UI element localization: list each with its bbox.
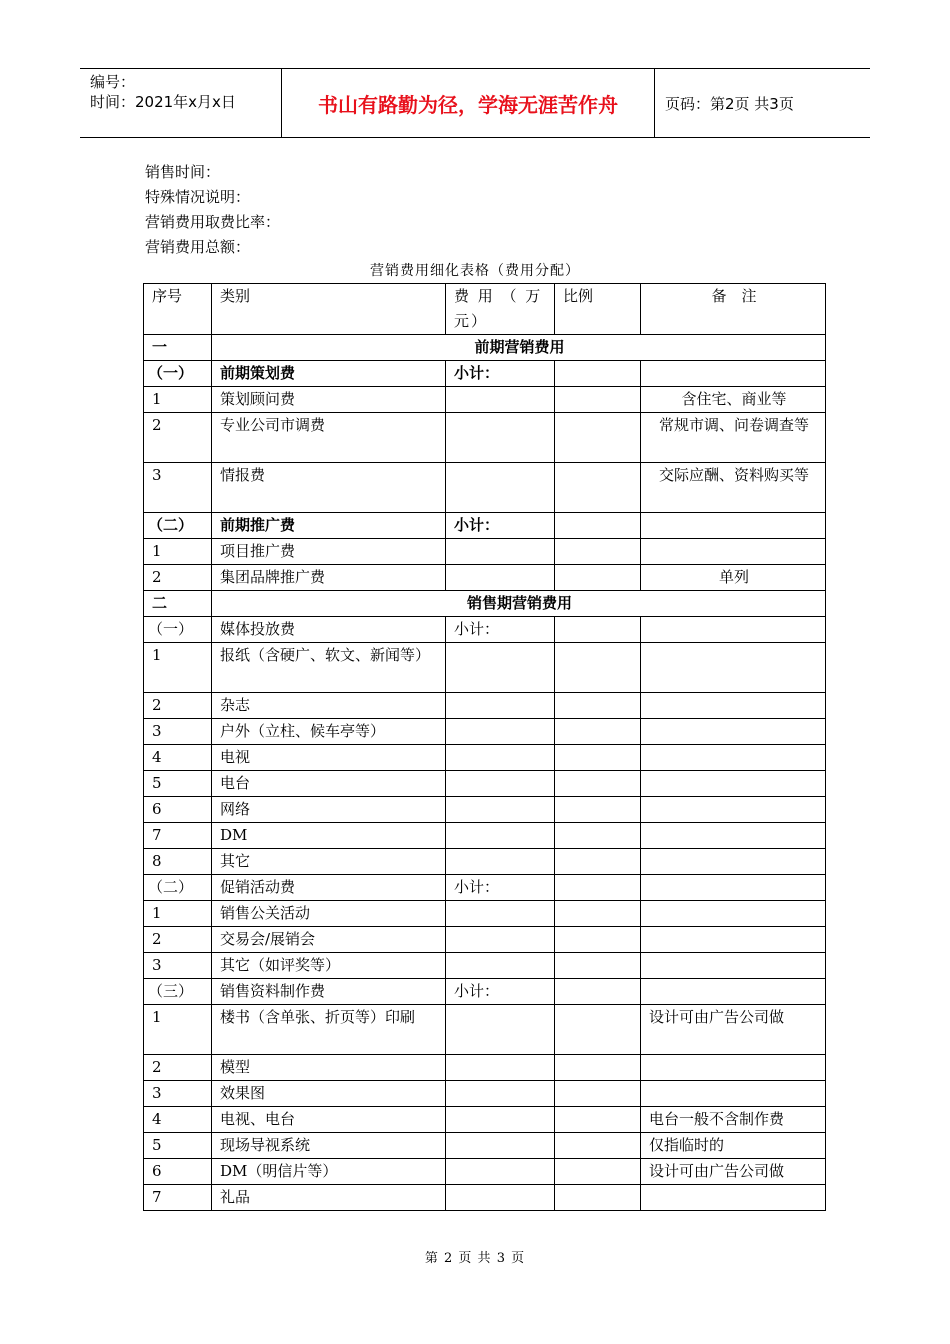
row-category: 销售公关活动 [212, 901, 446, 927]
row-category: 前期推广费 [212, 513, 446, 539]
header-date: 时间：2021年x月x日 [90, 93, 236, 111]
row-no: 5 [144, 1133, 212, 1159]
table-row [144, 1055, 826, 1081]
row-category: 礼品 [212, 1185, 446, 1211]
table-row [144, 1081, 826, 1107]
row-category: 电台 [212, 771, 446, 797]
row-no: 1 [144, 539, 212, 565]
section-title: 销售期营销费用 [212, 591, 826, 617]
table-row [144, 745, 826, 771]
row-category: 媒体投放费 [212, 617, 446, 643]
row-category: DM [212, 823, 446, 849]
row-no: 2 [144, 927, 212, 953]
row-remark: 设计可由广告公司做 [641, 1159, 826, 1185]
sales-time-label: 销售时间： [145, 163, 221, 181]
row-cost: 小计： [446, 875, 555, 901]
row-no: 1 [144, 387, 212, 413]
row-cost [446, 849, 555, 875]
table-row [144, 849, 826, 875]
row-remark [641, 513, 826, 539]
row-category: 销售资料制作费 [212, 979, 446, 1005]
row-cost [446, 1107, 555, 1133]
row-cost [446, 901, 555, 927]
row-cost [446, 771, 555, 797]
document-meta [145, 160, 280, 260]
row-ratio [555, 797, 641, 823]
row-ratio [555, 413, 641, 463]
row-category: 报纸（含硬广、软文、新闻等） [212, 643, 446, 693]
row-ratio [555, 719, 641, 745]
header-category: 类别 [212, 284, 446, 335]
row-no: 2 [144, 565, 212, 591]
row-category: 效果图 [212, 1081, 446, 1107]
row-no: 5 [144, 771, 212, 797]
fee-ratio-label: 营销费用取费比率： [145, 213, 281, 231]
table-row [144, 823, 826, 849]
row-category: 策划顾问费 [212, 387, 446, 413]
row-cost [446, 1055, 555, 1081]
row-cost [446, 539, 555, 565]
table-row [144, 1133, 826, 1159]
row-cost [446, 953, 555, 979]
row-no: 8 [144, 849, 212, 875]
row-remark [641, 617, 826, 643]
section-row [144, 591, 826, 617]
row-remark [641, 953, 826, 979]
row-no: （一） [144, 617, 212, 643]
row-remark [641, 1055, 826, 1081]
row-cost: 小计： [446, 513, 555, 539]
table-row [144, 413, 826, 463]
row-remark [641, 1185, 826, 1211]
row-category: 集团品牌推广费 [212, 565, 446, 591]
row-category: 电视、电台 [212, 1107, 446, 1133]
row-remark [641, 539, 826, 565]
row-remark [641, 797, 826, 823]
table-row [144, 539, 826, 565]
table-row [144, 953, 826, 979]
row-ratio [555, 901, 641, 927]
table-row [144, 927, 826, 953]
row-cost [446, 1159, 555, 1185]
row-no: 4 [144, 1107, 212, 1133]
special-notes-label: 特殊情况说明： [145, 188, 251, 206]
header-cost: 费 用 （ 万元） [446, 284, 555, 335]
row-remark: 设计可由广告公司做 [641, 1005, 826, 1055]
row-cost [446, 1185, 555, 1211]
row-category: 前期策划费 [212, 361, 446, 387]
row-remark: 仅指临时的 [641, 1133, 826, 1159]
row-ratio [555, 823, 641, 849]
row-ratio [555, 643, 641, 693]
header-ratio: 比例 [555, 284, 641, 335]
row-cost [446, 927, 555, 953]
row-ratio [555, 1081, 641, 1107]
row-ratio [555, 927, 641, 953]
subtotal-row [144, 875, 826, 901]
row-ratio [555, 513, 641, 539]
row-ratio [555, 1055, 641, 1081]
subtotal-row [144, 361, 826, 387]
row-no: 4 [144, 745, 212, 771]
row-no: （二） [144, 875, 212, 901]
table-row [144, 1185, 826, 1211]
row-no: 7 [144, 1185, 212, 1211]
header-remark: 备 注 [641, 284, 826, 335]
row-category: 网络 [212, 797, 446, 823]
row-cost [446, 1081, 555, 1107]
row-remark [641, 1081, 826, 1107]
table-row [144, 387, 826, 413]
row-no: 2 [144, 693, 212, 719]
table-row [144, 565, 826, 591]
page-header [80, 68, 870, 138]
row-category: DM（明信片等） [212, 1159, 446, 1185]
row-no: 1 [144, 1005, 212, 1055]
row-cost [446, 693, 555, 719]
row-remark [641, 901, 826, 927]
row-no: 1 [144, 643, 212, 693]
row-remark [641, 823, 826, 849]
row-category: 专业公司市调费 [212, 413, 446, 463]
table-row [144, 719, 826, 745]
row-ratio [555, 617, 641, 643]
row-no: 2 [144, 413, 212, 463]
row-cost [446, 719, 555, 745]
row-no: 1 [144, 901, 212, 927]
cost-table-body [144, 284, 826, 1211]
row-no: 3 [144, 953, 212, 979]
fee-total-label: 营销费用总额： [145, 238, 251, 256]
row-remark [641, 693, 826, 719]
row-ratio [555, 1005, 641, 1055]
row-category: 其它（如评奖等） [212, 953, 446, 979]
row-remark: 交际应酬、资料购买等 [641, 463, 826, 513]
row-cost [446, 823, 555, 849]
row-cost [446, 565, 555, 591]
row-category: 交易会/展销会 [212, 927, 446, 953]
row-remark [641, 875, 826, 901]
row-ratio [555, 1185, 641, 1211]
row-cost: 小计： [446, 617, 555, 643]
row-cost [446, 745, 555, 771]
row-no: 6 [144, 797, 212, 823]
row-ratio [555, 771, 641, 797]
row-remark [641, 771, 826, 797]
row-cost: 小计： [446, 361, 555, 387]
table-row [144, 643, 826, 693]
row-no: 2 [144, 1055, 212, 1081]
row-remark [641, 745, 826, 771]
row-category: 现场导视系统 [212, 1133, 446, 1159]
row-cost [446, 1133, 555, 1159]
row-category: 其它 [212, 849, 446, 875]
row-ratio [555, 979, 641, 1005]
row-cost [446, 1005, 555, 1055]
row-ratio [555, 1159, 641, 1185]
row-category: 项目推广费 [212, 539, 446, 565]
subtotal-row [144, 617, 826, 643]
header-meta [80, 69, 282, 137]
row-ratio [555, 849, 641, 875]
table-row [144, 1159, 826, 1185]
row-ratio [555, 539, 641, 565]
row-ratio [555, 1107, 641, 1133]
row-category: 楼书（含单张、折页等）印刷 [212, 1005, 446, 1055]
row-ratio [555, 565, 641, 591]
section-title: 前期营销费用 [212, 335, 826, 361]
row-no: 3 [144, 719, 212, 745]
row-remark: 常规市调、问卷调查等 [641, 413, 826, 463]
row-ratio [555, 875, 641, 901]
row-remark [641, 849, 826, 875]
row-no: 3 [144, 463, 212, 513]
row-cost [446, 387, 555, 413]
row-category: 电视 [212, 745, 446, 771]
row-remark [641, 927, 826, 953]
header-page-info: 页码：第2页 共3页 [665, 94, 794, 113]
header-number: 编号： [90, 73, 136, 91]
row-cost [446, 463, 555, 513]
row-cost: 小计： [446, 979, 555, 1005]
row-remark [641, 643, 826, 693]
row-no: 7 [144, 823, 212, 849]
row-no: （二） [144, 513, 212, 539]
row-ratio [555, 387, 641, 413]
section-no: 二 [144, 591, 212, 617]
table-caption: 营销费用细化表格（费用分配） [370, 263, 580, 279]
row-category: 杂志 [212, 693, 446, 719]
subtotal-row [144, 979, 826, 1005]
page-footer: 第 2 页 共 3 页 [424, 1251, 526, 1266]
row-category: 情报费 [212, 463, 446, 513]
row-no: 3 [144, 1081, 212, 1107]
row-cost [446, 797, 555, 823]
section-no: 一 [144, 335, 212, 361]
row-ratio [555, 693, 641, 719]
section-row [144, 335, 826, 361]
table-row [144, 463, 826, 513]
row-ratio [555, 1133, 641, 1159]
row-no: （三） [144, 979, 212, 1005]
row-remark: 单列 [641, 565, 826, 591]
row-category: 促销活动费 [212, 875, 446, 901]
header-motto: 书山有路勤为径，学海无涯苦作舟 [282, 69, 655, 137]
row-remark: 电台一般不含制作费 [641, 1107, 826, 1133]
table-row [144, 797, 826, 823]
table-row [144, 1005, 826, 1055]
row-ratio [555, 361, 641, 387]
row-category: 户外（立柱、候车亭等） [212, 719, 446, 745]
table-header-row [144, 284, 826, 335]
row-cost [446, 413, 555, 463]
subtotal-row [144, 513, 826, 539]
row-cost [446, 643, 555, 693]
row-ratio [555, 463, 641, 513]
table-row [144, 771, 826, 797]
row-ratio [555, 953, 641, 979]
row-no: （一） [144, 361, 212, 387]
cost-table [143, 283, 826, 1211]
row-category: 模型 [212, 1055, 446, 1081]
row-remark: 含住宅、商业等 [641, 387, 826, 413]
row-no: 6 [144, 1159, 212, 1185]
row-remark [641, 719, 826, 745]
table-row [144, 1107, 826, 1133]
row-ratio [555, 745, 641, 771]
row-remark [641, 979, 826, 1005]
table-row [144, 901, 826, 927]
row-remark [641, 361, 826, 387]
table-row [144, 693, 826, 719]
header-no: 序号 [144, 284, 212, 335]
